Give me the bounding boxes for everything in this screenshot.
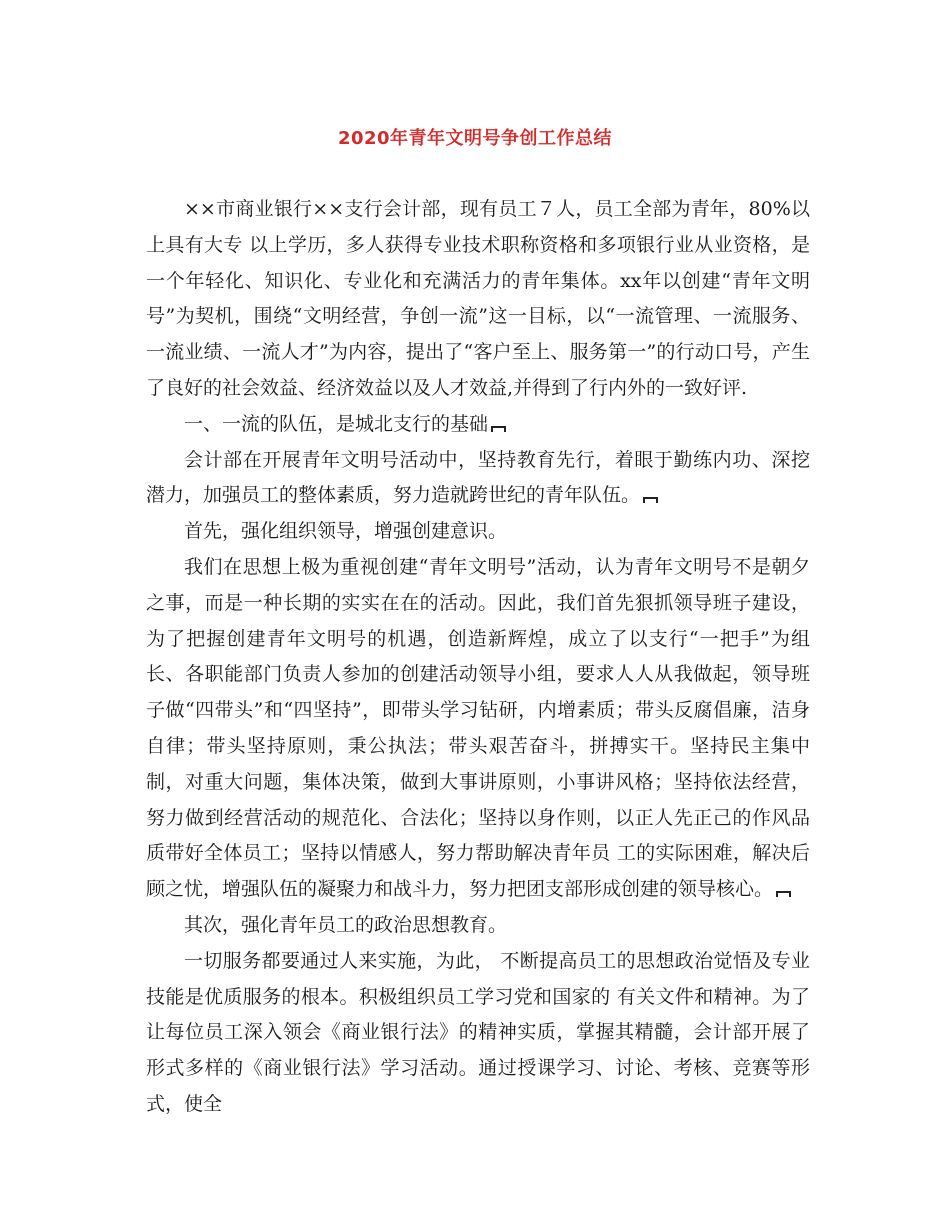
paragraph-text: 首先，强化组织领导，增强创建意识。 (184, 520, 508, 543)
document-title: 2020年青年文明号争创工作总结 (337, 128, 613, 149)
document-body (146, 192, 810, 1123)
paragraph-text: 其次，强化青年员工的政治思想教育。 (184, 913, 508, 936)
paragraph-mark-icon (776, 891, 791, 897)
paragraph (146, 550, 810, 908)
paragraph-text: ××市商业银行××支行会计部，现有员工７人，员工全部为青年，80%以上具有大专 以上学历，多人获得专业技术职称资格和多项银行业从业资格，是一个年轻化、知识化、专业化和充满活力的青年集体。xx年以创建“青年文明号”为契机，围绕“文明经营，争创一流”这一目标，以“一流管理、一流服务、一流业绩、一流人才”为内容，提出了“客户至上、服务第一”的行动口号，产生了良好的社会效益、经济效益以及人才效益,并得到了行内外的一致好评. (146, 198, 810, 399)
subheading (146, 908, 810, 944)
paragraph-mark-icon (643, 497, 658, 503)
paragraph (146, 443, 810, 515)
paragraph-text: 一切服务都要通过人来实施，为此， 不断提高员工的思想政治觉悟及专业技能是优质服务的根本。积极组织员工学习党和国家的 有关文件和精神。为了让每位员工深入领会《商业银行法》的精神实质，掌握其精髓，会计部开展了形式多样的《商业银行法》学习活动。通过授课学习、讨论、考核、竞赛等形式，使全 (146, 949, 810, 1115)
paragraph-intro (146, 192, 810, 407)
subheading (146, 514, 810, 550)
paragraph-text: 一、一流的队伍，是城北支行的基础 (184, 412, 489, 435)
section-heading-1 (146, 407, 810, 443)
paragraph (146, 944, 810, 1123)
paragraph-text: 我们在思想上极为重视创建“青年文明号”活动，认为青年文明号不是朝夕之事，而是一种长期的实实在在的活动。因此，我们首先狠抓领导班子建设，为了把握创建青年文明号的机遇，创造新辉煌，成立了以支行“一把手”为组长、各职能部门负责人参加的创建活动领导小组，要求人人从我做起，领导班子做“四带头”和“四坚持”，即带头学习钻研，内增素质；带头反腐倡廉，洁身自律；带头坚持原则，秉公执法；带头艰苦奋斗，拼搏实干。坚持民主集中制，对重大问题，集体决策，做到大事讲原则，小事讲风格；坚持依法经营，努力做到经营活动的规范化、合法化；坚持以身作则，以正人先正己的作风品质带好全体员工；坚持以情感人，努力帮助解决青年员 工的实际困难，解决后顾之忧，增强队伍的凝聚力和战斗力，努力把团支部形成创建的领导核心。 (146, 555, 810, 901)
paragraph-text: 会计部在开展青年文明号活动中，坚持教育先行，着眼于勤练内功、深挖潜力，加强员工的整体素质，努力造就跨世纪的青年队伍。 (146, 448, 810, 507)
paragraph-mark-icon (491, 426, 506, 432)
